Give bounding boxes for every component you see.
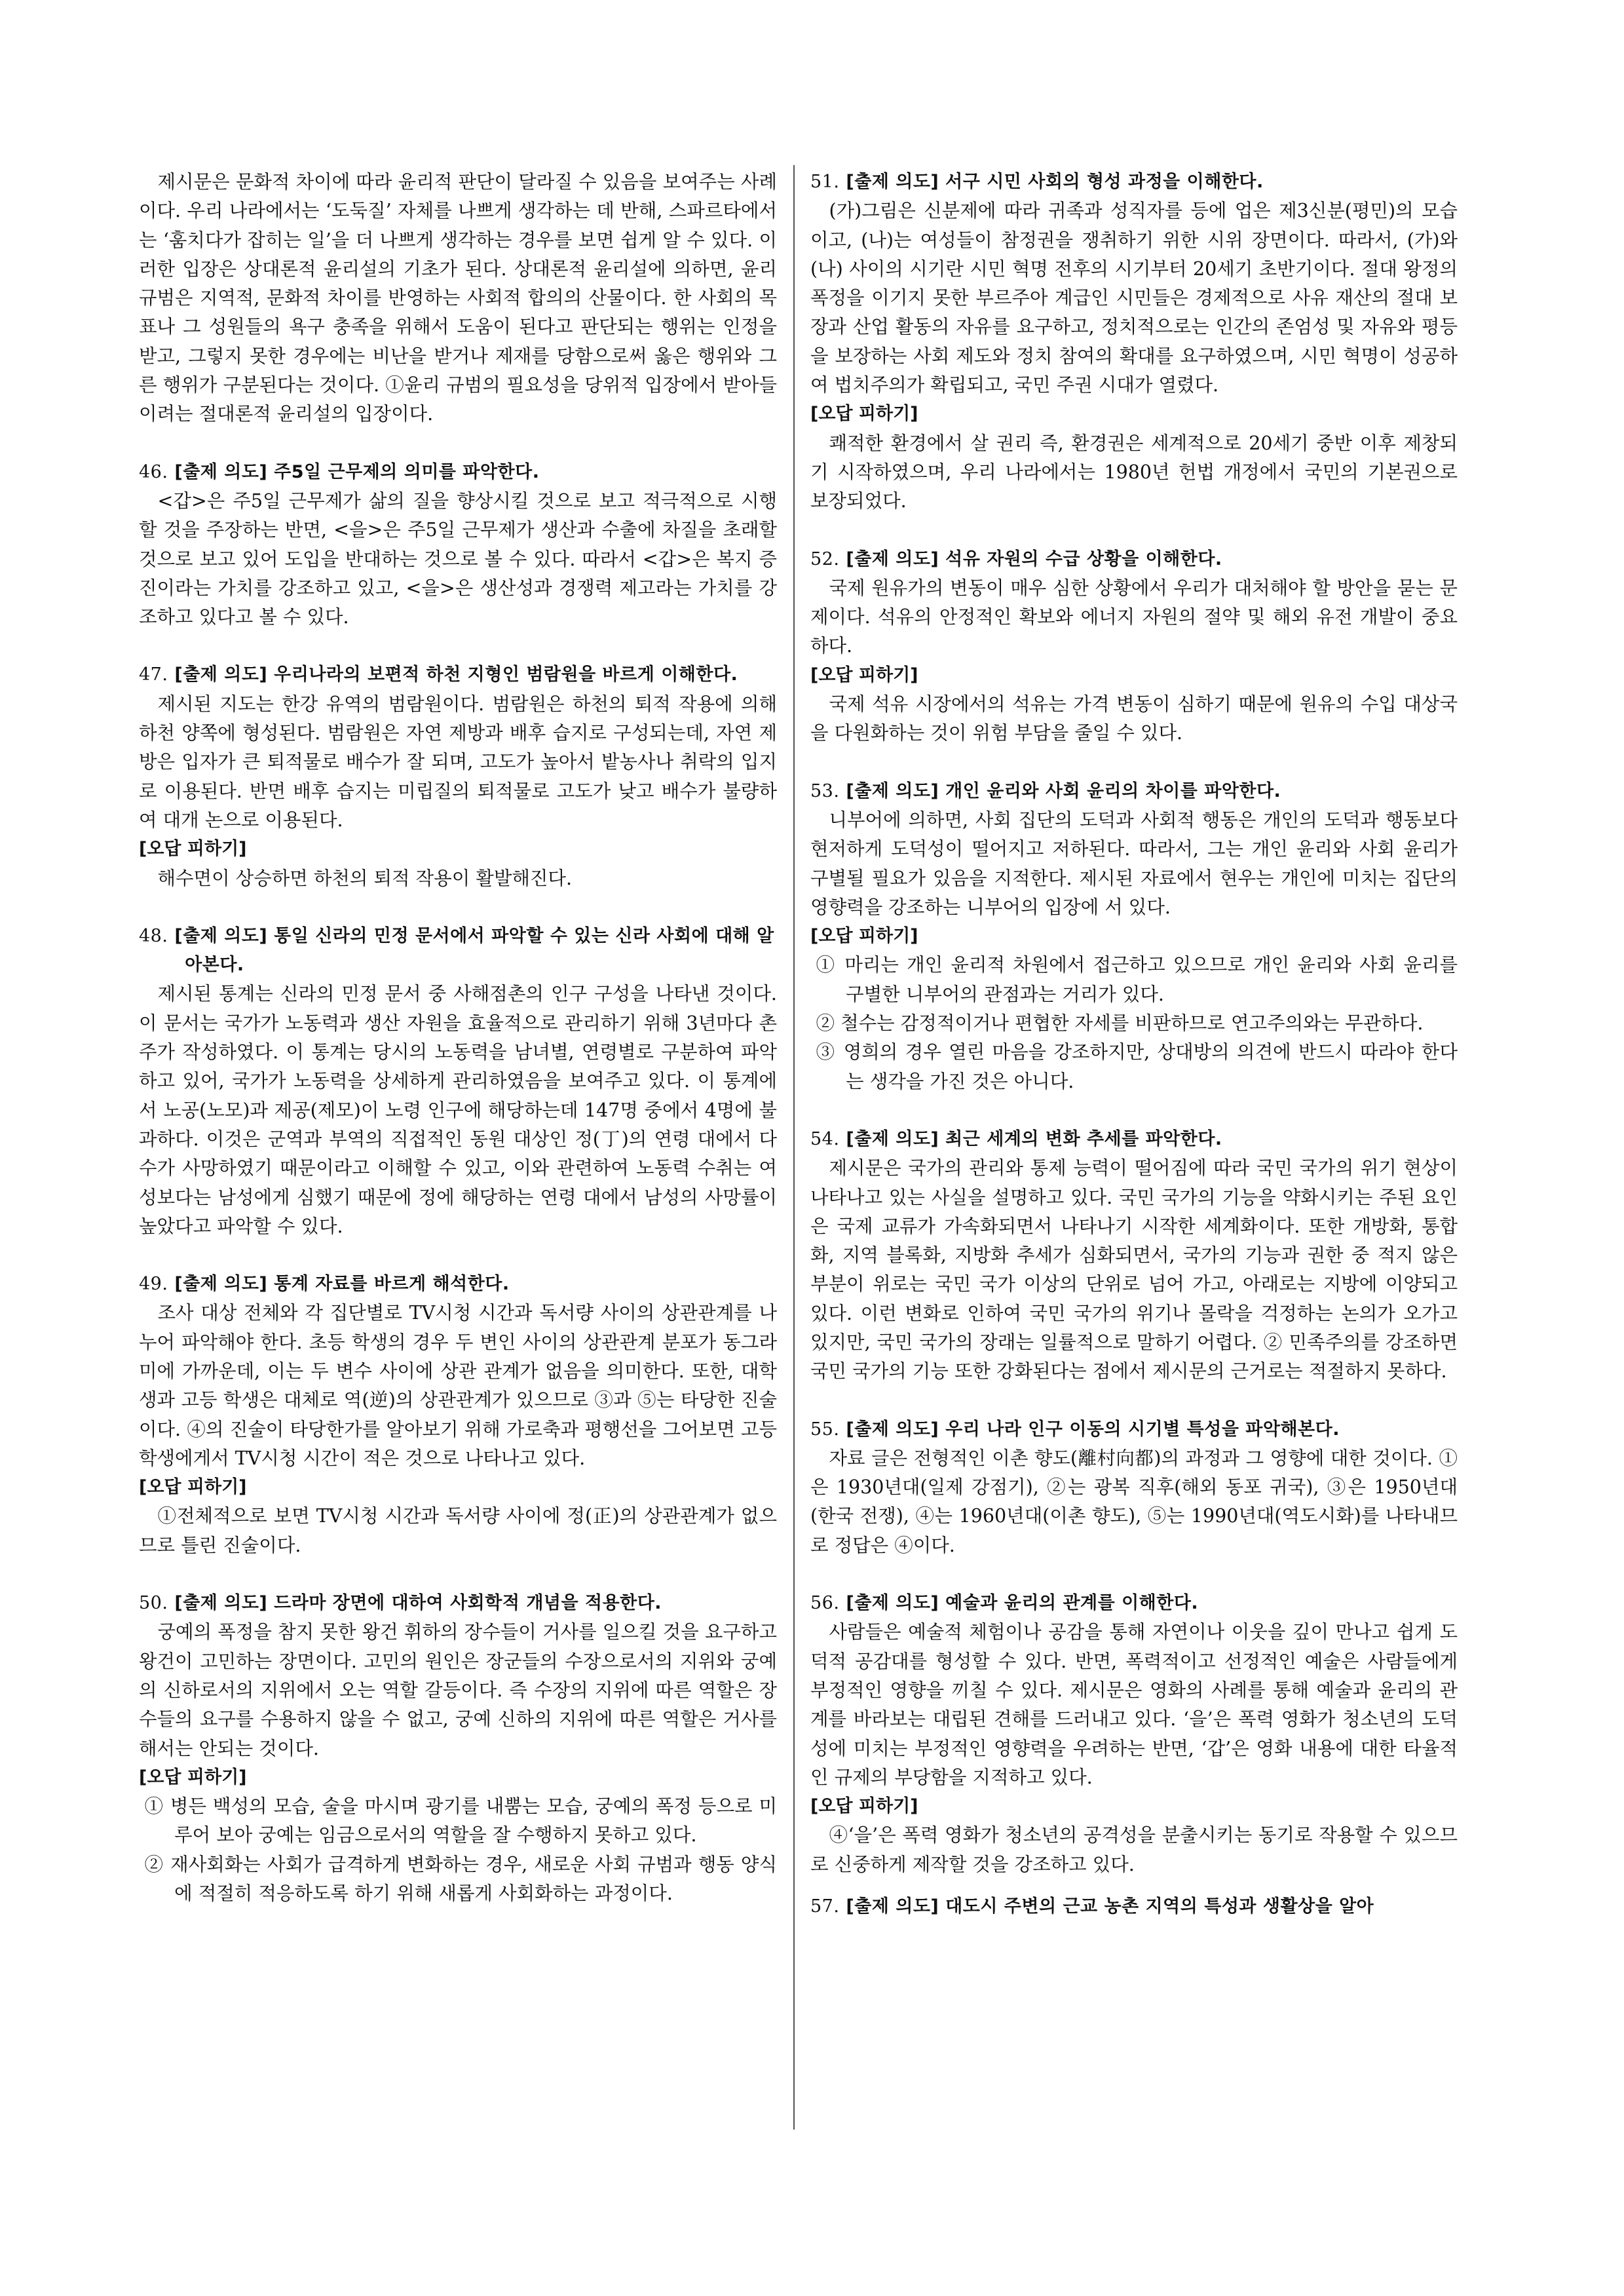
section-47-body: 제시된 지도는 한강 유역의 범람원이다. 범람원은 하천의 퇴적 작용에 의해 하천 양쪽에 형성된다. 범람원은 자연 제방과 배후 습지로 구성되는데, 자연 제방은 입자가 큰 퇴적물로 배수가 잘 되며, 고도가 높아서 밭농사나 취락의 입지로 이용된다. 반면 배후 습지는 미립질의 퇴적물로 고도가 낮고 배수가 불량하여 대개 논으로 이용된다. [139,693,777,831]
section-50 [139,1589,777,1908]
section-56-avoid-heading: [오답 피하기] [810,1796,918,1817]
section-52-number: 52. [810,548,840,569]
section-47-avoid-body: 해수면이 상승하면 하천의 퇴적 작용이 활발해진다. [157,867,573,889]
section-50-avoid-item: ① 병든 백성의 모습, 술을 마시며 광기를 내뿜는 모습, 궁예의 폭정 등으로 미루어 보아 궁예는 임금으로서의 역할을 잘 수행하지 못하고 있다. [144,1795,777,1846]
section-56-avoid-body: ④‘을’은 폭력 영화가 청소년의 공격성을 분출시키는 동기로 작용할 수 있으므로 신중하게 제작할 것을 강조하고 있다. [810,1824,1458,1875]
right-column [810,168,1458,1921]
section-52-avoid-body: 국제 석유 시장에서의 석유는 가격 변동이 심하기 때문에 원유의 수입 대상국을 다원화하는 것이 위험 부담을 줄일 수 있다. [810,693,1458,744]
section-50-body: 궁예의 폭정을 참지 못한 왕건 휘하의 장수들이 거사를 일으킬 것을 요구하고 왕건이 고민하는 장면이다. 고민의 원인은 장군들의 수장으로서의 지위와 궁예의 신하로서의 지위에서 오는 역할 갈등이다. 즉 수장의 지위에 따른 역할은 장수들의 요구를 수용하지 않을 수 없고, 궁예 신하의 지위에 따른 역할은 거사를 해서는 안되는 것이다. [139,1621,777,1759]
section-46-title [139,458,777,487]
column-divider [793,165,795,2130]
section-56-body: 사람들은 예술적 체험이나 공감을 통해 자연이나 이웃을 깊이 만나고 쉽게 도덕적 공감대를 형성할 수 있다. 반면, 폭력적이고 선정적인 예술은 사람들에게 부정적인 영향을 끼칠 수 있다. 제시문은 영화의 사례를 통해 예술과 윤리의 관계를 바라보는 대립된 견해를 드러내고 있다. ‘을’은 폭력 영화가 청소년의 도덕성에 미치는 부정적인 영향력을 우려하는 반면, ‘갑’은 영화 내용에 대한 타율적인 규제의 부당함을 지적하고 있다. [810,1621,1458,1788]
section-46-body: <갑>은 주5일 근무제가 삶의 질을 향상시킬 것으로 보고 적극적으로 시행할 것을 주장하는 반면, <을>은 주5일 근무제가 생산과 수출에 차질을 초래할 것으로 보고 있어 도입을 반대하는 것으로 볼 수 있다. 따라서 <갑>은 복지 증진이라는 가치를 강조하고 있고, <을>은 생산성과 경쟁력 제고라는 가치를 강조하고 있다고 볼 수 있다. [139,489,777,628]
section-46 [139,458,777,632]
section-47-heading: [출제 의도] 우리나라의 보편적 하천 지형인 범람원을 바르게 이해한다. [174,664,738,685]
section-49-number: 49. [139,1274,168,1295]
section-49 [139,1270,777,1560]
section-51 [810,168,1458,516]
section-53-avoid-heading: [오답 피하기] [810,926,918,947]
section-54 [810,1125,1458,1387]
section-55-number: 55. [810,1419,840,1440]
section-50-title [139,1589,777,1618]
section-49-title [139,1270,777,1299]
section-49-avoid-heading: [오답 피하기] [139,1477,247,1498]
section-54-heading: [출제 의도] 최근 세계의 변화 추세를 파악한다. [846,1128,1222,1149]
section-48-title [139,922,777,980]
section-55 [810,1415,1458,1560]
section-56-heading: [출제 의도] 예술과 윤리의 관계를 이해한다. [846,1593,1199,1614]
section-47-avoid-heading: [오답 피하기] [139,839,247,860]
section-51-number: 51. [810,172,840,192]
intro-paragraph: 제시문은 문화적 차이에 따라 윤리적 판단이 달라질 수 있음을 보여주는 사례이다. 우리 나라에서는 ‘도둑질’ 자체를 나쁘게 생각하는 데 반해, 스파르타에서는 ‘훔치다가 잡히는 일’을 더 나쁘게 생각하는 경우를 보면 쉽게 알 수 있다. 이러한 입장은 상대론적 윤리설의 기초가 된다. 상대론적 윤리설에 의하면, 윤리 규범은 지역적, 문화적 차이를 반영하는 사회적 합의의 산물이다. 한 사회의 목표나 그 성원들의 욕구 충족을 위해서 도움이 된다고 판단되는 행위는 인정을 받고, 그렇지 못한 경우에는 비난을 받거나 제재를 당함으로써 옳은 행위와 그른 행위가 구분된다는 것이다. ①윤리 규범의 필요성을 당위적 입장에서 받아들이려는 절대론적 윤리설의 입장이다. [139,171,777,425]
section-46-number: 46. [139,461,168,482]
section-52-avoid-heading: [오답 피하기] [810,664,918,685]
section-51-heading: [출제 의도] 서구 시민 사회의 형성 과정을 이해한다. [846,172,1264,192]
section-50-number: 50. [139,1593,168,1614]
section-51-avoid-body: 쾌적한 환경에서 살 권리 즉, 환경권은 세계적으로 20세기 중반 이후 제창되기 시작하였으며, 우리 나라에서는 1980년 헌법 개정에서 국민의 기본권으로 보장되었다. [810,432,1458,512]
section-55-heading: [출제 의도] 우리 나라 인구 이동의 시기별 특성을 파악해본다. [846,1419,1340,1440]
section-57 [810,1892,1458,1921]
section-50-avoid-heading: [오답 피하기] [139,1767,247,1788]
section-48 [139,922,777,1241]
section-53-avoid-item: ① 마리는 개인 윤리적 차원에서 접근하고 있으므로 개인 윤리와 사회 윤리를 구별한 니부어의 관점과는 거리가 있다. [816,954,1458,1005]
section-51-title [810,168,1458,197]
section-54-number: 54. [810,1128,840,1149]
section-53-body: 니부어에 의하면, 사회 집단의 도덕과 사회적 행동은 개인의 도덕과 행동보다 현저하게 도덕성이 떨어지고 저하된다. 따라서, 그는 개인 윤리와 사회 윤리가 구별될 필요가 있음을 지적한다. 제시된 자료에서 현우는 개인에 미치는 집단의 영향력을 강조하는 니부어의 입장에 서 있다. [810,809,1458,918]
section-46-heading: [출제 의도] 주5일 근무제의 의미를 파악한다. [174,461,540,482]
section-52 [810,545,1458,748]
section-49-avoid-body: ①전체적으로 보면 TV시청 시간과 독서량 사이에 정(正)의 상관관계가 없으므로 틀린 진술이다. [139,1505,777,1556]
section-53-avoid-item: ③ 영희의 경우 열린 마음을 강조하지만, 상대방의 의견에 반드시 따라야 한다는 생각을 가진 것은 아니다. [816,1041,1458,1092]
section-48-number: 48. [139,925,168,946]
section-53-title [810,777,1458,806]
section-56-title [810,1589,1458,1618]
section-56 [810,1589,1458,1879]
left-column [139,168,777,1908]
section-53 [810,777,1458,1096]
section-50-avoid-item: ② 재사회화는 사회가 급격하게 변화하는 경우, 새로운 사회 규범과 행동 양식에 적절히 적응하도록 하기 위해 새롭게 사회화하는 과정이다. [144,1853,777,1905]
section-49-body: 조사 대상 전체와 각 집단별로 TV시청 시간과 독서량 사이의 상관관계를 나누어 파악해야 한다. 초등 학생의 경우 두 변인 사이의 상관관계 분포가 동그라미에 가까운데, 이는 두 변수 사이에 상관 관계가 없음을 의미한다. 또한, 대학생과 고등 학생은 대체로 역(逆)의 상관관계가 있으므로 ③과 ⑤는 타당한 진술이다. ④의 진술이 타당한가를 알아보기 위해 가로축과 평행선을 그어보면 고등 학생에게서 TV시청 시간이 적은 것으로 나타나고 있다. [139,1302,777,1469]
section-53-number: 53. [810,780,840,801]
section-54-title [810,1125,1458,1154]
section-53-avoid-item: ② 철수는 감정적이거나 편협한 자세를 비판하므로 연고주의와는 무관하다. [816,1012,1424,1035]
section-48-heading: [출제 의도] 통일 신라의 민정 문서에서 파악할 수 있는 신라 사회에 대해 알아본다. [174,925,774,976]
section-48-body: 제시된 통계는 신라의 민정 문서 중 사해점촌의 인구 구성을 나타낸 것이다. 이 문서는 국가가 노동력과 생산 자원을 효율적으로 관리하기 위해 3년마다 촌주가 작성하였다. 이 통계는 당시의 노동력을 남녀별, 연령별로 구분하여 파악하고 있어, 국가가 노동력을 상세하게 관리하였음을 보여주고 있다. 이 통계에서 노공(노모)과 제공(제모)이 노령 인구에 해당하는데 147명 중에서 4명에 불과하다. 이것은 군역과 부역의 직접적인 동원 대상인 정(丁)의 연령 대에서 다수가 사망하였기 때문이라고 이해할 수 있고, 이와 관련하여 노동력 수취는 여성보다는 남성에게 심했기 때문에 정에 해당하는 연령 대에서 남성의 사망률이 높았다고 파악할 수 있다. [139,983,777,1237]
section-57-title [810,1892,1458,1921]
section-56-number: 56. [810,1593,840,1614]
section-57-number: 57. [810,1896,840,1917]
section-53-heading: [출제 의도] 개인 윤리와 사회 윤리의 차이를 파악한다. [846,780,1281,801]
section-50-heading: [출제 의도] 드라마 장면에 대하여 사회학적 개념을 적용한다. [174,1593,662,1614]
section-49-heading: [출제 의도] 통계 자료를 바르게 해석한다. [174,1274,510,1295]
section-55-title [810,1415,1458,1444]
section-51-body: (가)그림은 신분제에 따라 귀족과 성직자를 등에 업은 제3신분(평민)의 모습이고, (나)는 여성들이 참정권을 쟁취하기 위한 시위 장면이다. 따라서, (가)와 (나) 사이의 시기란 시민 혁명 전후의 시기부터 20세기 초반기이다. 절대 왕정의 폭정을 이기지 못한 부르주아 계급인 시민들은 경제적으로 사유 재산의 절대 보장과 산업 활동의 자유를 요구하고, 정치적으로는 인간의 존엄성 및 자유와 평등을 보장하는 사회 제도와 정치 참여의 확대를 요구하였으며, 시민 혁명이 성공하여 법치주의가 확립되고, 국민 주권 시대가 열렸다. [810,200,1458,396]
section-54-body: 제시문은 국가의 관리와 통제 능력이 떨어짐에 따라 국민 국가의 위기 현상이 나타나고 있는 사실을 설명하고 있다. 국민 국가의 기능을 약화시키는 주된 요인은 국제 교류가 가속화되면서 나타나기 시작한 세계화이다. 또한 개방화, 통합화, 지역 블록화, 지방화 추세가 심화되면서, 국가의 기능과 권한 중 적지 않은 부분이 위로는 국민 국가 이상의 단위로 넘어 가고, 아래로는 지방에 이양되고 있다. 이런 변화로 인하여 국민 국가의 위기나 몰락을 걱정하는 논의가 오가고 있지만, 국민 국가의 장래는 일률적으로 말하기 어렵다. ② 민족주의를 강조하면 국민 국가의 기능 또한 강화된다는 점에서 제시문의 근거로는 적절하지 못하다. [810,1157,1458,1383]
section-51-avoid-heading: [오답 피하기] [810,404,918,425]
section-47-title [139,660,777,689]
section-52-body: 국제 원유가의 변동이 매우 심한 상황에서 우리가 대처해야 할 방안을 묻는 문제이다. 석유의 안정적인 확보와 에너지 자원의 절약 및 해외 유전 개발이 중요하다. [810,577,1458,657]
section-47 [139,660,777,892]
section-47-number: 47. [139,664,168,685]
section-52-title [810,545,1458,574]
section-55-body: 자료 글은 전형적인 이촌 향도(離村向都)의 과정과 그 영향에 대한 것이다. ①은 1930년대(일제 강점기), ②는 광복 직후(해외 동포 귀국), ③은 1950년대(한국 전쟁), ④는 1960년대(이촌 향도), ⑤는 1990년대(역도시화)를 나타내므로 정답은 ④이다. [810,1447,1458,1556]
section-57-heading: [출제 의도] 대도시 주변의 근교 농촌 지역의 특성과 생활상을 알아 [846,1896,1374,1917]
section-52-heading: [출제 의도] 석유 자원의 수급 상황을 이해한다. [846,548,1222,569]
